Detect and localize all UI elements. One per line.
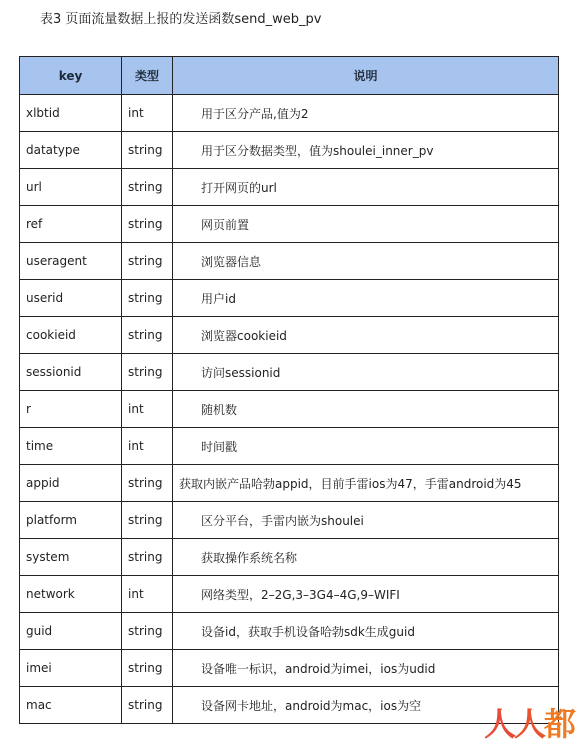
cell-type: int	[122, 391, 173, 428]
cell-description: 浏览器cookieid	[173, 317, 559, 354]
table-row	[20, 576, 559, 613]
cell-key: ref	[20, 206, 122, 243]
cell-key: useragent	[20, 243, 122, 280]
cell-description: 打开网页的url	[173, 169, 559, 206]
cell-key: guid	[20, 613, 122, 650]
cell-description: 网络类型，2–2G,3–3G4–4G,9–WIFI	[173, 576, 559, 613]
cell-type: string	[122, 317, 173, 354]
table-row	[20, 650, 559, 687]
column-header-key: key	[20, 57, 122, 95]
cell-key: network	[20, 576, 122, 613]
cell-description: 设备id，获取手机设备哈勃sdk生成guid	[173, 613, 559, 650]
cell-key: time	[20, 428, 122, 465]
table-row	[20, 132, 559, 169]
cell-description: 随机数	[173, 391, 559, 428]
cell-type: string	[122, 539, 173, 576]
cell-key: datatype	[20, 132, 122, 169]
cell-key: mac	[20, 687, 122, 724]
column-header-type: 类型	[122, 57, 173, 95]
table-row	[20, 95, 559, 132]
table-body	[20, 95, 559, 724]
cell-type: string	[122, 687, 173, 724]
table-caption: 表3 页面流量数据上报的发送函数send_web_pv	[40, 12, 322, 27]
cell-type: string	[122, 502, 173, 539]
table-row	[20, 687, 559, 724]
cell-description: 浏览器信息	[173, 243, 559, 280]
cell-type: string	[122, 280, 173, 317]
cell-key: r	[20, 391, 122, 428]
cell-key: xlbtid	[20, 95, 122, 132]
table-row	[20, 613, 559, 650]
cell-type: string	[122, 243, 173, 280]
cell-description: 时间戳	[173, 428, 559, 465]
cell-description: 获取操作系统名称	[173, 539, 559, 576]
table-row	[20, 354, 559, 391]
table-row	[20, 280, 559, 317]
data-table	[19, 56, 559, 724]
table-row	[20, 465, 559, 502]
cell-type: string	[122, 465, 173, 502]
table-row	[20, 317, 559, 354]
cell-key: sessionid	[20, 354, 122, 391]
table-header-row	[20, 57, 559, 95]
cell-key: system	[20, 539, 122, 576]
cell-key: userid	[20, 280, 122, 317]
cell-description: 设备唯一标识，android为imei，ios为udid	[173, 650, 559, 687]
cell-type: int	[122, 576, 173, 613]
cell-description: 区分平台，手雷内嵌为shoulei	[173, 502, 559, 539]
cell-description: 用户id	[173, 280, 559, 317]
cell-key: platform	[20, 502, 122, 539]
table-row	[20, 243, 559, 280]
cell-type: int	[122, 428, 173, 465]
table-row	[20, 539, 559, 576]
cell-type: string	[122, 132, 173, 169]
table-row	[20, 502, 559, 539]
table-row	[20, 428, 559, 465]
cell-type: string	[122, 169, 173, 206]
watermark-logo: 人人都	[483, 705, 574, 743]
table-row	[20, 169, 559, 206]
column-header-description: 说明	[173, 57, 559, 95]
cell-description: 用于区分数据类型，值为shoulei_inner_pv	[173, 132, 559, 169]
cell-description: 网页前置	[173, 206, 559, 243]
cell-key: appid	[20, 465, 122, 502]
table-row	[20, 206, 559, 243]
cell-description: 访问sessionid	[173, 354, 559, 391]
cell-key: url	[20, 169, 122, 206]
cell-type: string	[122, 613, 173, 650]
cell-description: 设备网卡地址，android为mac，ios为空	[173, 687, 559, 724]
cell-key: cookieid	[20, 317, 122, 354]
cell-key: imei	[20, 650, 122, 687]
cell-description: 获取内嵌产品哈勃appid，目前手雷ios为47，手雷android为45	[173, 465, 559, 502]
cell-type: string	[122, 354, 173, 391]
table-row	[20, 391, 559, 428]
cell-description: 用于区分产品,值为2	[173, 95, 559, 132]
cell-type: int	[122, 95, 173, 132]
cell-type: string	[122, 650, 173, 687]
cell-type: string	[122, 206, 173, 243]
